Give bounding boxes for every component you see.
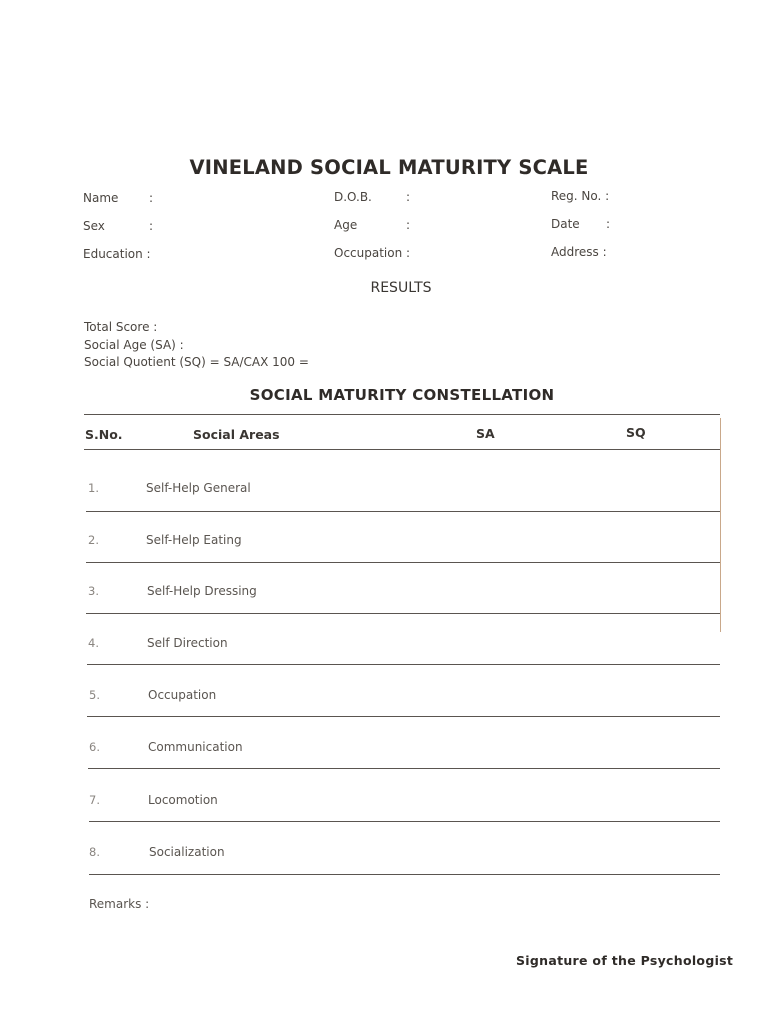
right-border [720,418,721,632]
sex-colon: : [149,219,154,233]
row-7-sno: 7. [89,793,100,807]
remarks-label: Remarks : [89,897,150,911]
row-5-sno: 5. [89,688,100,702]
row-5-area: Occupation [148,688,217,702]
row-3-area: Self-Help Dressing [147,584,257,598]
row-2-sno: 2. [88,533,99,547]
row-6-area: Communication [148,740,243,754]
row-2-area: Self-Help Eating [146,533,242,547]
row-6-sno: 6. [89,740,100,754]
dob-colon: : [406,190,411,204]
age-colon: : [406,218,411,232]
row-7-rule [89,821,720,822]
date-colon: : [606,217,611,231]
row-1-rule [86,511,720,512]
constellation-title: SOCIAL MATURITY CONSTELLATION [249,386,555,404]
address-label: Address : [551,245,607,259]
row-7-area: Locomotion [148,793,218,807]
header-sno: S.No. [85,427,123,442]
social-quotient-label: Social Quotient (SQ) = SA/CAX 100 = [84,355,309,369]
header-sa: SA [476,426,495,441]
row-3-sno: 3. [88,584,99,598]
header-bottom-rule [84,449,720,450]
sex-label: Sex [83,219,105,233]
name-label: Name [83,191,119,205]
row-3-rule [86,613,720,614]
row-5-rule [87,716,720,717]
header-sq: SQ [626,425,646,440]
row-8-sno: 8. [89,845,100,859]
name-colon: : [149,191,154,205]
table-bottom-rule [89,874,720,875]
results-heading: RESULTS [370,280,432,296]
table-top-rule [84,414,720,415]
row-8-area: Socialization [149,845,225,859]
header-social-areas: Social Areas [193,427,280,442]
social-age-label: Social Age (SA) : [84,338,184,352]
row-6-rule [88,768,720,769]
dob-label: D.O.B. [334,190,372,204]
row-1-sno: 1. [88,481,99,495]
date-label: Date [551,217,580,231]
row-1-area: Self-Help General [146,481,251,495]
education-label: Education : [83,247,151,261]
row-4-area: Self Direction [147,636,228,650]
occupation-label: Occupation : [334,246,411,260]
signature-label: Signature of the Psychologist [516,953,734,968]
age-label: Age [334,218,358,232]
row-4-sno: 4. [88,636,99,650]
reg-no-label: Reg. No. : [551,189,610,203]
total-score-label: Total Score : [84,320,158,334]
row-4-rule [87,664,720,665]
row-2-rule [86,562,720,563]
form-title: VINELAND SOCIAL MATURITY SCALE [189,156,589,179]
